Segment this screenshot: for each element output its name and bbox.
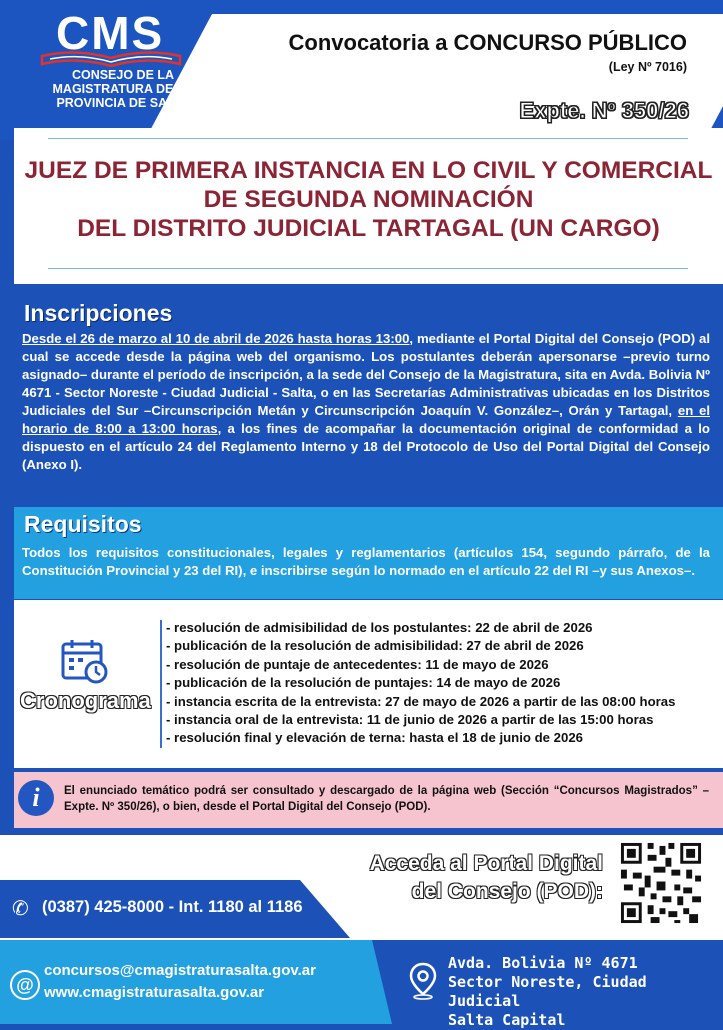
cronograma-label: Cronograma — [20, 688, 151, 713]
phone-icon: ✆ — [12, 898, 29, 920]
divider — [48, 138, 688, 139]
website-link[interactable]: www.cmagistraturasalta.gov.ar — [44, 984, 265, 1001]
logo-acronym: CMS — [56, 7, 165, 59]
expediente-number: Expte. Nº 350/26 — [519, 98, 689, 123]
list-item: - instancia escrita de la entrevista: 27 de mayo de 2026 a partir de las 08:00 horas — [166, 693, 676, 709]
phone-number[interactable]: (0387) 425-8000 - Int. 1180 al 1186 — [42, 898, 303, 916]
logo-org-line: MAGISTRATURA DE LA — [52, 82, 194, 96]
position-line: JUEZ DE PRIMERA INSTANCIA EN LO CIVIL Y COMERCIAL — [24, 157, 713, 184]
list-item: - resolución de admisibilidad de los postulantes: 22 de abril de 2026 — [166, 620, 593, 635]
email-link[interactable]: concursos@cmagistraturasalta.gov.ar — [44, 962, 316, 979]
inscripciones-dates: Desde el 26 de marzo al 10 de abril de 2026 hasta horas 13:00 — [22, 331, 410, 346]
list-item: - instancia oral de la entrevista: 11 de junio de 2026 a partir de las 15:00 horas — [166, 712, 654, 728]
inscripciones-heading: Inscripciones — [24, 300, 173, 326]
requisitos-text: Todos los requisitos constitucionales, legales y reglamentarios (artículos 154, segundo párrafo, de la Constitución Provincial y 23 del RI), e inscribirse según lo normado en el artículo 22 del RI –y sus Anexos–. — [22, 545, 710, 578]
inscripciones-text-part: , mediante el Portal Digital del Consejo (POD) al cual se accede desde la página web del organismo. Los postulantes deberán apersonarse –previo turno asignado– durante el período de inscripción, a la sede del Consejo de la Magistratura, sita en Avda. Bolivia Nº 4671 - Sector Noreste - Ciudad Judicial - Salta, o en las Secretarías Administrativas ubicadas en los Distritos Judiciales del Sur –Circunscripción Metán y Circunscripción Joaquín V. González–, Orán y Tartagal, — [22, 331, 710, 418]
divider — [48, 268, 688, 269]
convocatoria-title: Convocatoria a CONCURSO PÚBLICO — [288, 30, 687, 55]
qr-code[interactable] — [618, 840, 704, 926]
location-pin-icon — [408, 962, 438, 1000]
info-text: El enunciado temático podrá ser consultado y descargado de la página web (Sección “Concursos Magistrados” – Expte. Nº 350/26), o bien, desde el Portal Digital del Consejo (POD). — [64, 785, 709, 813]
inscripciones-text-part: , a los fines de acompañar la documentación original de conformidad a lo dispuesto en el artículo 24 del Reglamento Interno y 18 del Protocolo de Uso del Portal Digital del Consejo (Anexo I). — [22, 421, 710, 472]
logo-org-line: CONSEJO DE LA — [71, 68, 175, 82]
list-item: - resolución de puntaje de antecedentes: 11 de mayo de 2026 — [166, 656, 549, 672]
contact-info — [44, 960, 316, 1004]
position-line-main: DEL DISTRITO JUDICIAL TARTAGAL — [77, 215, 504, 242]
position-line-suffix: (UN CARGO) — [503, 215, 660, 242]
list-item: - publicación de la resolución de admisibilidad: 27 de abril de 2026 — [166, 638, 584, 654]
logo-org-name — [28, 68, 218, 110]
cronograma-divider — [160, 620, 162, 748]
law-reference: (Ley Nº 7016) — [608, 60, 687, 74]
info-icon: i — [18, 780, 54, 816]
calendar-icon — [60, 638, 110, 684]
portal-line: del Consejo (POD): — [411, 880, 603, 903]
inscripciones-hours: en el horario de 8:00 a 13:00 horas — [22, 403, 710, 436]
position-line — [14, 214, 723, 243]
logo-org-line: PROVINCIA DE SALTA — [56, 96, 190, 110]
portal-line: Acceda al Portal Digital — [369, 852, 603, 875]
address-line: Avda. Bolivia Nº 4671 — [448, 954, 638, 972]
position-line: DE SEGUNDA NOMINACIÓN — [203, 186, 534, 213]
address-line: Sector Noreste, Ciudad Judicial — [448, 973, 647, 1010]
address — [448, 954, 723, 1030]
logo-book-icon — [40, 50, 182, 68]
portal-callout — [355, 850, 603, 906]
list-item: - resolución final y elevación de terna: hasta el 18 de junio de 2026 — [166, 730, 584, 746]
list-item: - publicación de la resolución de puntajes: 14 de mayo de 2026 — [166, 675, 561, 691]
address-line: Salta Capital — [448, 1011, 566, 1029]
requisitos-heading: Requisitos — [24, 511, 142, 537]
inscripciones-text — [22, 330, 710, 474]
position-title — [14, 156, 723, 243]
cronograma-list — [166, 619, 675, 748]
at-icon: @ — [10, 970, 40, 1000]
